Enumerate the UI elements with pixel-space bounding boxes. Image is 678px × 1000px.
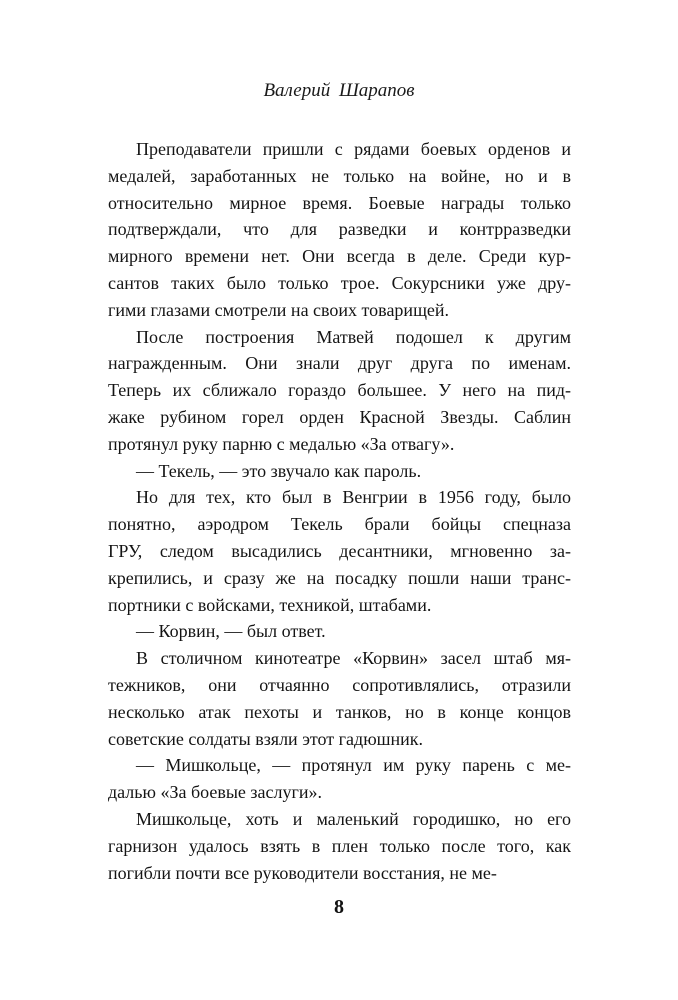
text-line: крепились, и сразу же на посадку пошли наши транс- — [108, 567, 571, 588]
text-line: жаке рубином горел орден Красной Звезды. Саблин — [108, 406, 571, 427]
text-line: награжденным. Они знали друг друга по именам. — [108, 353, 571, 374]
paragraph — [108, 324, 571, 458]
text-line: погибли почти все руководители восстания, не ме- — [108, 862, 497, 883]
text-line: Преподаватели пришли с рядами боевых орденов и — [136, 139, 571, 159]
text-line: гими глазами смотрели на своих товарищей. — [108, 299, 450, 320]
text-line: тежников, они отчаянно сопротивлялись, отразили — [108, 674, 571, 695]
paragraph — [108, 484, 571, 618]
paragraph — [108, 458, 571, 485]
text-line: подтверждали, что для разведки и контрразведки — [108, 219, 571, 240]
text-line: советские солдаты взяли этот гадюшник. — [108, 728, 424, 749]
text-line: относительно мирное время. Боевые награды только — [108, 192, 571, 213]
text-line: портники с войсками, техникой, штабами. — [108, 594, 432, 615]
text-line: медалей, заработанных не только на войне, но и в — [108, 165, 571, 186]
text-line: — Текель, — это звучало как пароль. — [136, 460, 422, 481]
text-line: Теперь их сближало гораздо большее. У него на пид- — [108, 380, 571, 401]
text-line: мирного времени нет. Они всегда в деле. Среди кур- — [108, 246, 571, 267]
text-line: — Мишкольце, — протянул им руку парень с ме- — [136, 755, 571, 776]
text-line: протянул руку парню с медалью «За отвагу». — [108, 433, 455, 454]
page-number: 8 — [334, 896, 344, 918]
text-line: сантов таких было только трое. Сокурсники уже дру- — [108, 272, 571, 293]
text-line: несколько атак пехоты и танков, но в конце концов — [108, 701, 571, 722]
running-head-author: Валерий Шарапов — [263, 80, 415, 101]
paragraph — [108, 752, 571, 806]
text-line: гарнизон удалось взять в плен только после того, как — [108, 835, 571, 856]
paragraph — [108, 645, 571, 752]
text-line: далью «За боевые заслуги». — [108, 782, 322, 803]
text-line: Но для тех, кто был в Венгрии в 1956 году, было — [136, 487, 571, 508]
body-text — [108, 136, 571, 886]
text-line: Мишкольце, хоть и маленький городишко, но его — [136, 808, 571, 829]
text-line: — Корвин, — был ответ. — [136, 621, 326, 642]
text-line: понятно, аэродром Текель брали бойцы спецназа — [108, 514, 571, 535]
paragraph — [108, 136, 571, 324]
text-line: В столичном кинотеатре «Корвин» засел штаб мя- — [136, 648, 571, 669]
text-line: ГРУ, следом высадились десантники, мгновенно за- — [108, 540, 571, 561]
text-line: После построения Матвей подошел к другим — [136, 326, 571, 347]
paragraph — [108, 806, 571, 886]
paragraph — [108, 618, 571, 645]
